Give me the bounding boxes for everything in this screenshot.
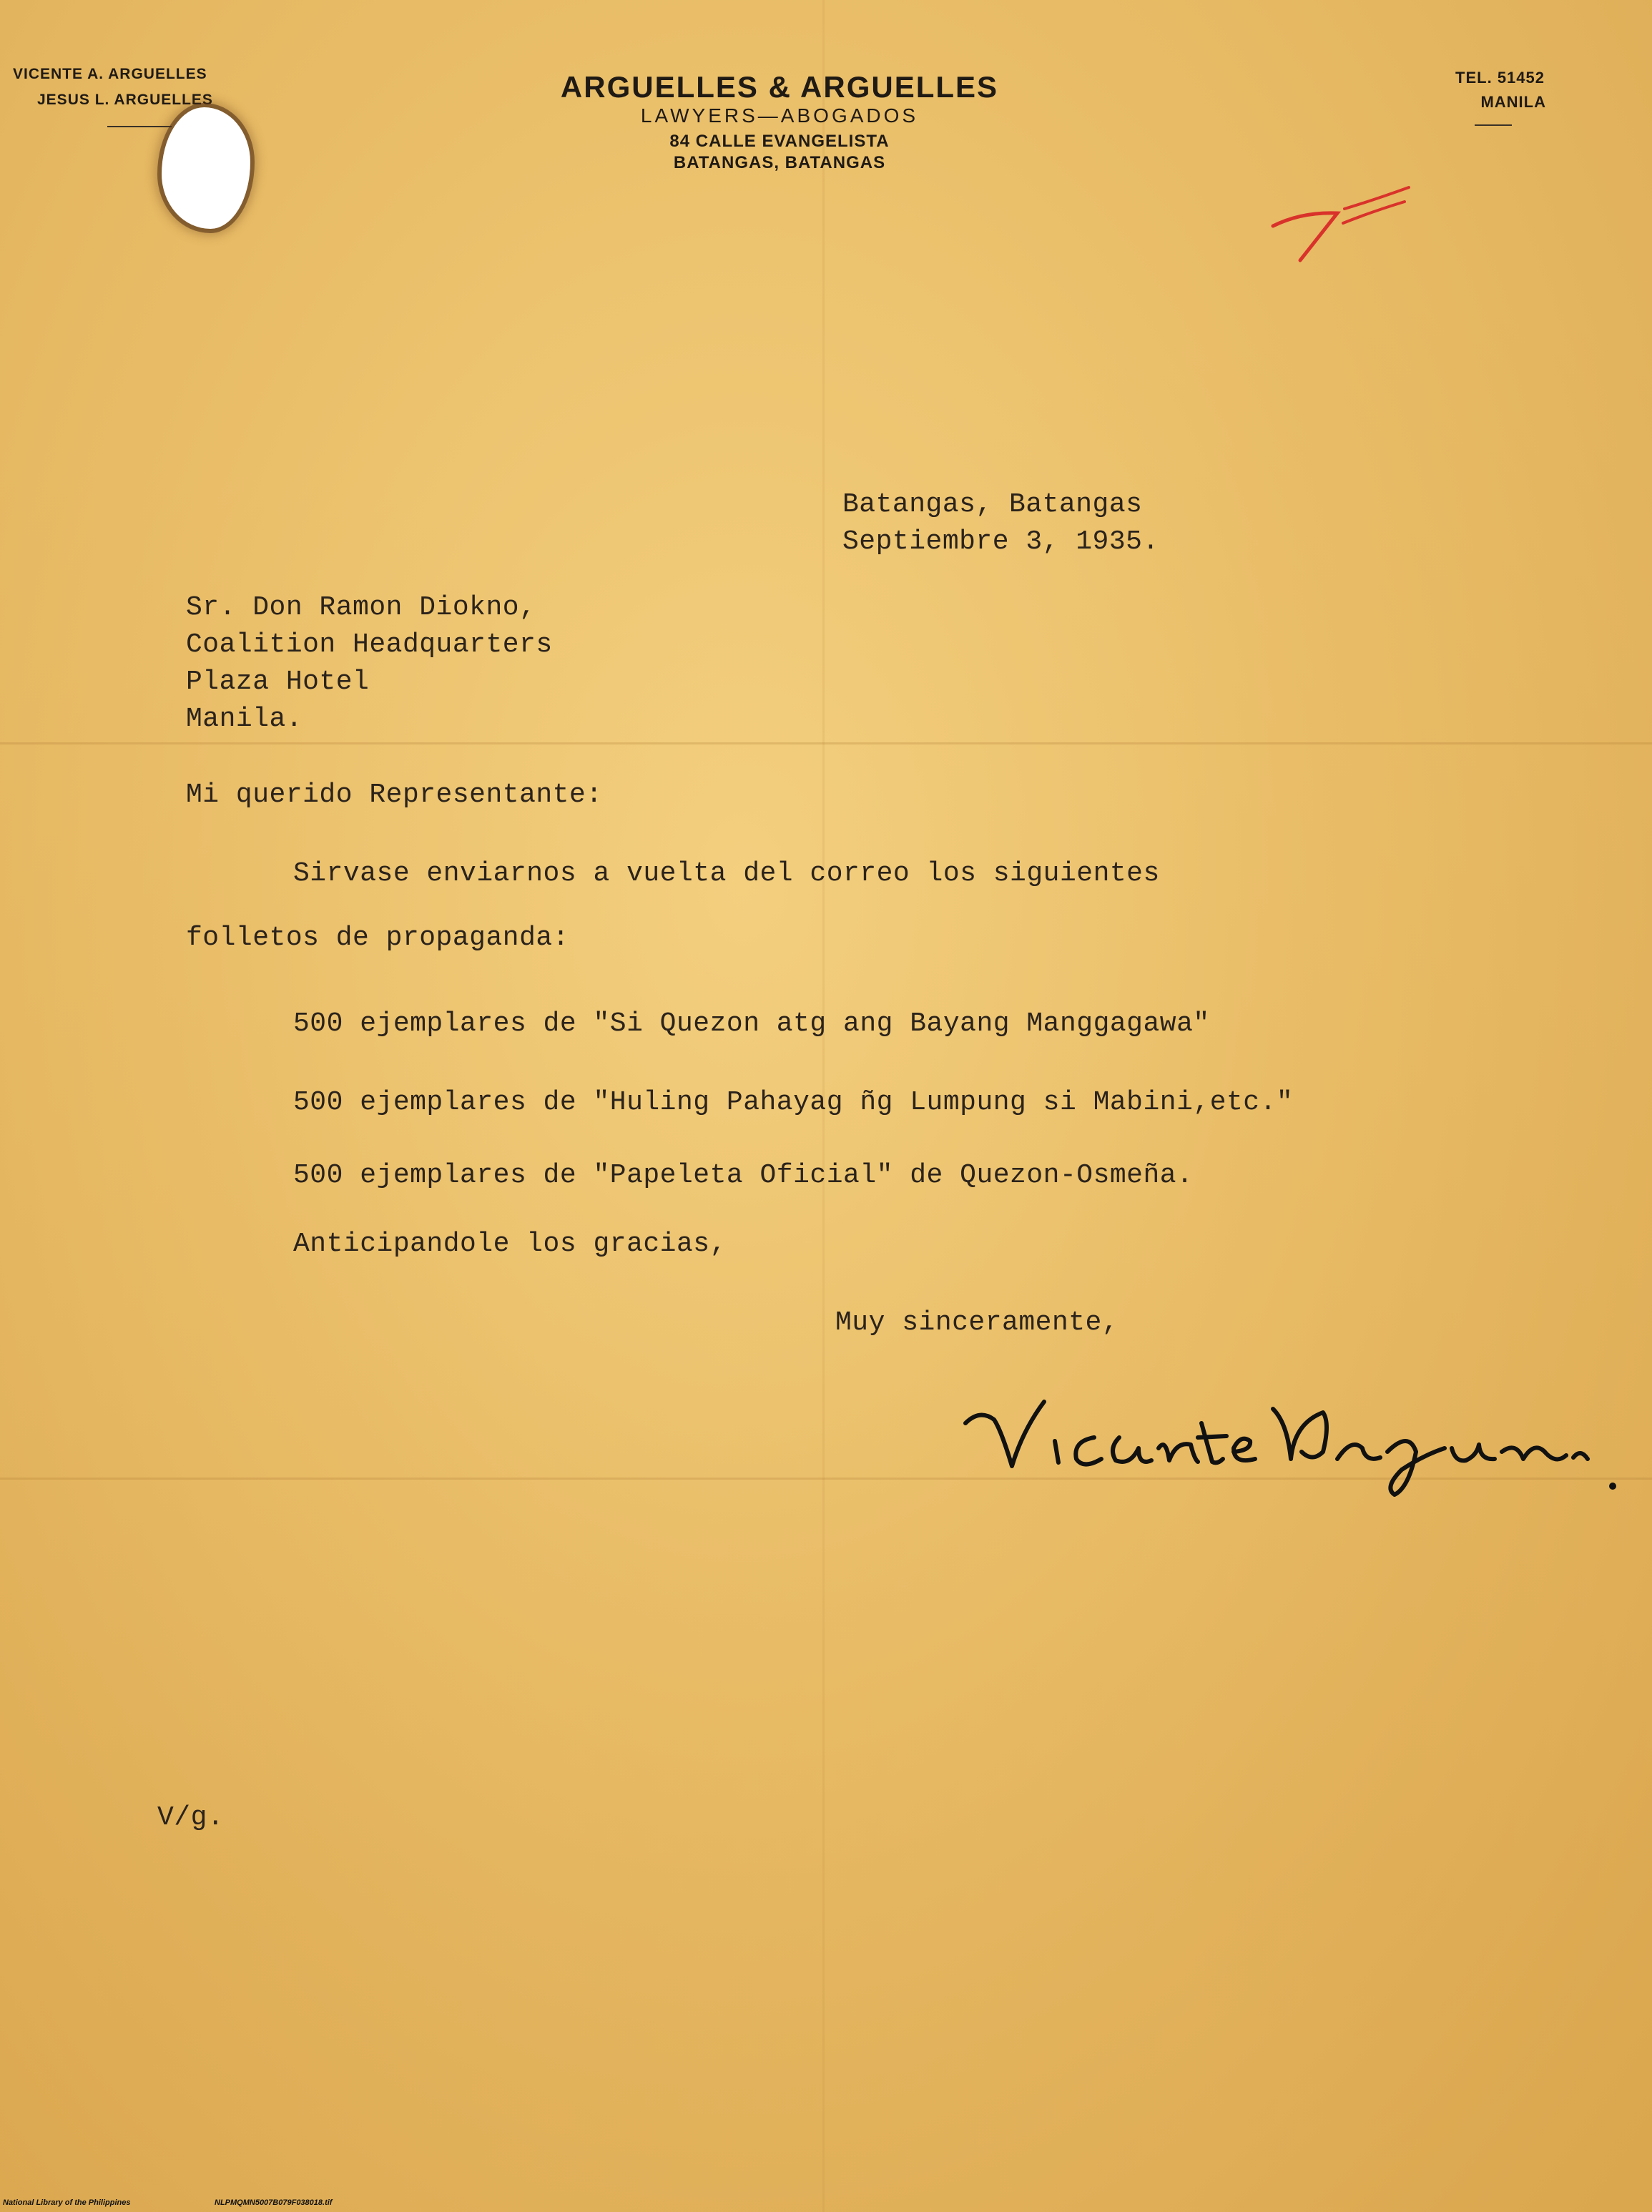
- handwritten-signature: [951, 1380, 1623, 1502]
- recipient-name: Sr. Don Ramon Diokno,: [186, 592, 536, 623]
- fold-crease-upper: [0, 742, 1652, 744]
- letterhead-partner-1: VICENTE A. ARGUELLES: [13, 66, 207, 82]
- archive-footer-library: National Library of the Philippines: [3, 2198, 131, 2207]
- telephone-city: MANILA: [1480, 93, 1546, 111]
- recipient-building: Plaza Hotel: [186, 667, 370, 697]
- recipient-organization: Coalition Headquarters: [186, 629, 553, 660]
- firm-address-street: 84 CALLE EVANGELISTA: [669, 132, 890, 151]
- request-item-1: 500 ejemplares de "Si Quezon atg ang Bayang Manggagawa": [293, 1008, 1210, 1039]
- body-line-2: folletos de propaganda:: [186, 923, 569, 953]
- request-item-2: 500 ejemplares de "Huling Pahayag ñg Lumpung si Mabini,etc.": [293, 1087, 1294, 1118]
- firm-subtitle: LAWYERS—ABOGADOS: [640, 104, 919, 127]
- firm-address-city: BATANGAS, BATANGAS: [673, 153, 886, 172]
- letter-date: Septiembre 3, 1935.: [842, 526, 1159, 557]
- body-line-1: Sirvase enviarnos a vuelta del correo los siguientes: [293, 858, 1160, 889]
- salutation: Mi querido Representante:: [186, 780, 603, 810]
- firm-name: ARGUELLES & ARGUELLES: [560, 70, 999, 104]
- thanks-line: Anticipandole los gracias,: [293, 1229, 727, 1259]
- letterhead-tel-rule: [1475, 124, 1512, 126]
- red-pencil-mark: [1259, 169, 1430, 269]
- closing: Muy sinceramente,: [835, 1307, 1119, 1338]
- letter-place: Batangas, Batangas: [842, 489, 1143, 520]
- request-item-3: 500 ejemplares de "Papeleta Oficial" de Quezon-Osmeña.: [293, 1160, 1194, 1191]
- telephone-number: TEL. 51452: [1455, 69, 1545, 87]
- letterhead-partner-2: JESUS L. ARGUELLES: [37, 92, 213, 108]
- recipient-city: Manila.: [186, 704, 303, 734]
- burn-hole: [162, 107, 250, 229]
- typist-initials: V/g.: [157, 1802, 225, 1833]
- archive-footer-file-id: NLPMQMN5007B079F038018.tif: [215, 2198, 333, 2207]
